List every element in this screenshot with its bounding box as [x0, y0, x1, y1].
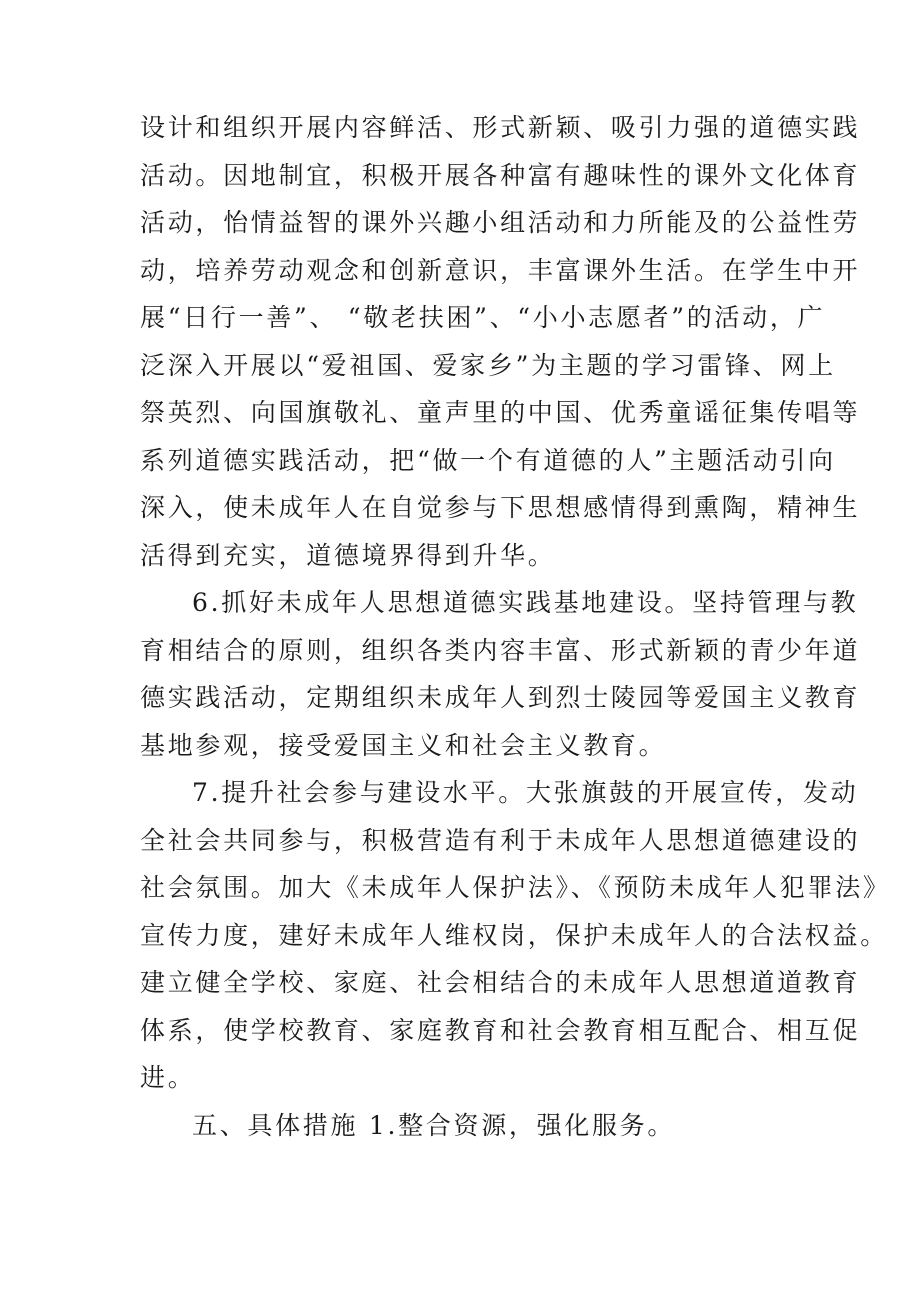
text-line: 活动。因地制宜，积极开展各种富有趣味性的课外文化体育: [140, 160, 861, 190]
text-line: 祭英烈、向国旗敬礼、童声里的中国、优秀童谣征集传唱等: [140, 398, 861, 427]
text-line: 活动，怡情益智的课外兴趣小组活动和力所能及的公益性劳: [140, 208, 861, 237]
text-line: 展“日行一善”、 “敬老扶困”、“小小志愿者”的活动，广: [140, 303, 826, 332]
text-line: 育相结合的原则，组织各类内容丰富、形式新颖的青少年道: [140, 635, 861, 665]
text-line: 深入，使未成年人在自觉参与下思想感情得到熏陶，精神生: [140, 493, 861, 522]
text-line: 宣传力度，建好未成年人维权岗，保护未成年人的合法权益。: [140, 920, 888, 950]
text-line: 社会氛围。加大《未成年人保护法》、《预防未成年人犯罪法》: [140, 873, 891, 902]
document-body: [140, 104, 891, 1149]
paragraph-7-first-line: 7.提升社会参与建设水平。大张旗鼓的开展宣传，发动: [192, 778, 859, 807]
text-line: 动，培养劳动观念和创新意识，丰富课外生活。在学生中开: [140, 255, 861, 285]
paragraph-6-first-line: 6.抓好未成年人思想道德实践基地建设。坚持管理与教: [192, 588, 859, 617]
section-heading: 五、具体措施 1.整合资源，强化服务。: [192, 1110, 676, 1140]
text-line: 泛深入开展以“爱祖国、爱家乡”为主题的学习雷锋、网上: [140, 350, 836, 380]
text-line: 基地参观，接受爱国主义和社会主义教育。: [140, 730, 667, 760]
text-line: 设计和组织开展内容鲜活、形式新颖、吸引力强的道德实践: [140, 113, 861, 142]
text-line: 建立健全学校、家庭、社会相结合的未成年人思想道道教育: [140, 968, 861, 997]
text-line: 活得到充实，道德境界得到升华。: [140, 540, 556, 570]
text-line: 系列道德实践活动，把“做一个有道德的人”主题活动引向: [140, 445, 836, 475]
text-line: 进。: [140, 1063, 196, 1092]
text-line: 德实践活动，定期组织未成年人到烈士陵园等爱国主义教育: [140, 683, 861, 712]
text-line: 全社会共同参与，积极营造有利于未成年人思想道德建设的: [140, 825, 861, 855]
text-line: 体系，使学校教育、家庭教育和社会教育相互配合、相互促: [140, 1015, 861, 1045]
